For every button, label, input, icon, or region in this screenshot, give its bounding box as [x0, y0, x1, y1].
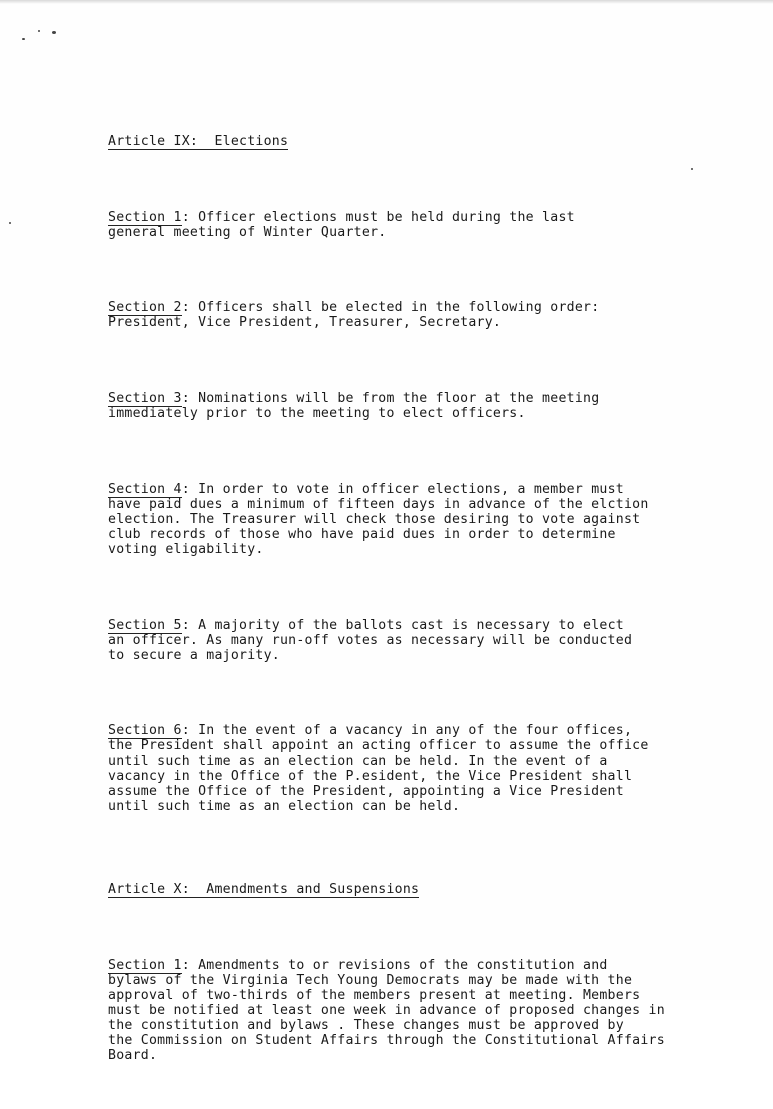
section-label: Section 1 [108, 957, 182, 973]
section-paragraph [108, 391, 748, 421]
section-text: : In the event of a vacancy in any of the four offices, the President shall appoint an acting officer to assume the office until such time as an election can be held. In the event of a vacancy in the Office of the P.esident, the Vice President shall assume the Office of the President, appointing a Vice President until such time as an election can be held. [108, 723, 649, 814]
section-text: : A majority of the ballots cast is necessary to elect an officer. As many run-off votes as necessary will be conducted to secure a majority. [108, 617, 633, 663]
article-heading: Article X: Amendments and Suspensions [108, 882, 420, 898]
section-paragraph [108, 723, 748, 814]
scan-top-edge [0, 0, 773, 4]
section-label: Section 6 [108, 723, 182, 739]
section-text: : In order to vote in officer elections, a member must have paid dues a minimum of fifteen days in advance of the elction election. The Treasurer will check those desiring to vote against club records of those who have paid dues in order to determine voting eligability. [108, 481, 649, 557]
document-body [108, 89, 748, 1109]
section-text: : Nominations will be from the floor at the meeting immediately prior to the meeting to elect officers. [108, 390, 600, 422]
section-text: : Officers shall be elected in the following order: President, Vice President, Treasurer, Secretary. [108, 300, 600, 331]
section-text: : Amendments to or revisions of the constitution and bylaws of the Virginia Tech Young Democrats may be made with the approval of two-thirds of the members present at meeting. Members must be notified at least one week in advance of proposed changes in the constitution and bylaws . These changes must be approved by the Commission on Student Affairs through the Constitutional Affairs Board. [108, 957, 665, 1064]
section-paragraph [108, 210, 748, 240]
scan-speck [22, 38, 25, 40]
scan-speck [52, 31, 56, 34]
section-label: Section 1 [108, 209, 182, 225]
section-label: Section 5 [108, 617, 182, 633]
section-label: Section 3 [108, 390, 182, 406]
section-paragraph [108, 958, 748, 1064]
section-label: Section 4 [108, 481, 182, 497]
article-heading: Article IX: Elections [108, 134, 289, 150]
section-paragraph [108, 618, 748, 663]
section-paragraph [108, 482, 748, 557]
scan-speck [38, 30, 40, 32]
scan-speck [9, 222, 11, 224]
section-label: Section 2 [108, 300, 182, 316]
section-paragraph [108, 300, 748, 330]
section-text: : Officer elections must be held during the last general meeting of Winter Quarter. [108, 209, 575, 240]
